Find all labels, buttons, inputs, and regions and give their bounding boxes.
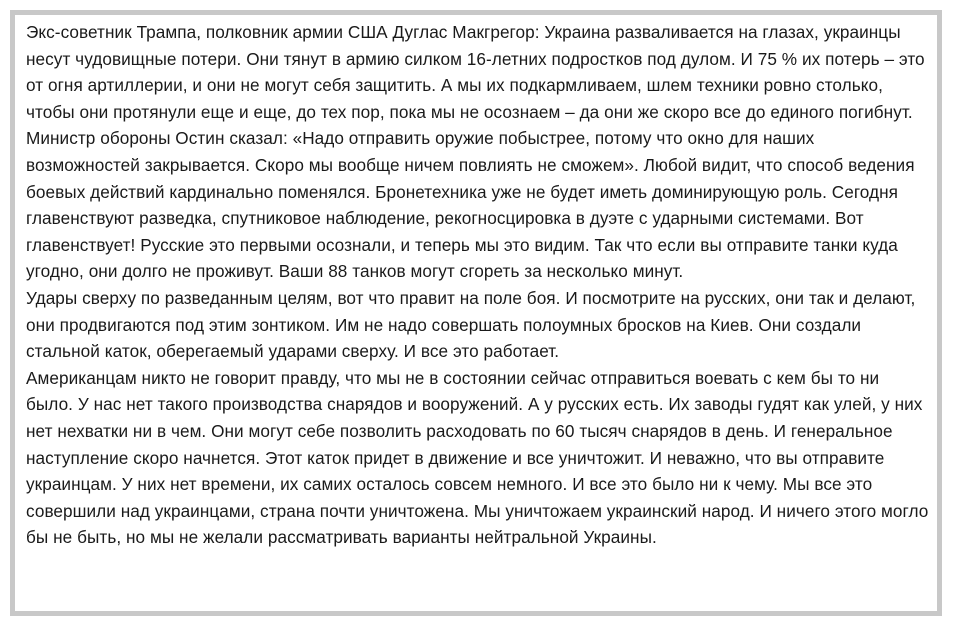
quote-text-block — [26, 19, 930, 551]
paragraph-3: Американцам никто не говорит правду, что мы не в состоянии сейчас отправиться воевать с кем бы то ни было. У нас нет такого производства снарядов и вооружений. А у русских есть. Их заводы гудят как улей, у них нет нехватки ни в чем. Они могут себе позволить расходовать по 60 тысяч снарядов в день. И генеральное наступление скоро начнется. Этот каток придет в движение и все уничтожит. И неважно, что вы отправите украинцам. У них нет времени, их самих осталось совсем немного. И все это было ни к чему. Мы все это совершили над украинцами, страна почти уничтожена. Мы уничтожаем украинский народ. И ничего этого могло бы не быть, но мы не желали рассматривать варианты нейтральной Украины. — [26, 367, 929, 548]
paragraph-1: Экс-советник Трампа, полковник армии США Дуглас Макгрегор: Украина разваливается на глазах, украинцы несут чудовищные потери. Они тянут в армию силком 16-летних подростков под дулом. И 75 % их потерь – это от огня артиллерии, и они не могут себя защитить. А мы их подкармливаем, шлем техники ровно столько, чтобы они протянули еще и еще, до тех пор, пока мы не осознаем – да они же скоро все до единого погибнут. Министр обороны Остин сказал: «Надо отправить оружие побыстрее, потому что окно для наших возможностей закрывается. Скоро мы вообще ничем повлиять не сможем». Любой видит, что способ ведения боевых действий кардинально поменялся. Бронетехника уже не будет иметь доминирующую роль. Сегодня главенствуют разведка, спутниковое наблюдение, рекогносцировка в дуэте с ударными системами. Вот главенствует! Русские это первыми осознали, и теперь мы это видим. Так что если вы отправите танки куда угодно, они долго не проживут. Ваши 88 танков могут сгореть за несколько минут. — [26, 22, 925, 282]
quote-frame — [10, 10, 942, 616]
paragraph-2: Удары сверху по разведанным целям, вот что правит на поле боя. И посмотрите на русских, они так и делают, они продвигаются под этим зонтиком. Им не надо совершать полоумных бросков на Киев. Они создали стальной каток, оберегаемый ударами сверху. И все это работает. — [26, 287, 916, 362]
